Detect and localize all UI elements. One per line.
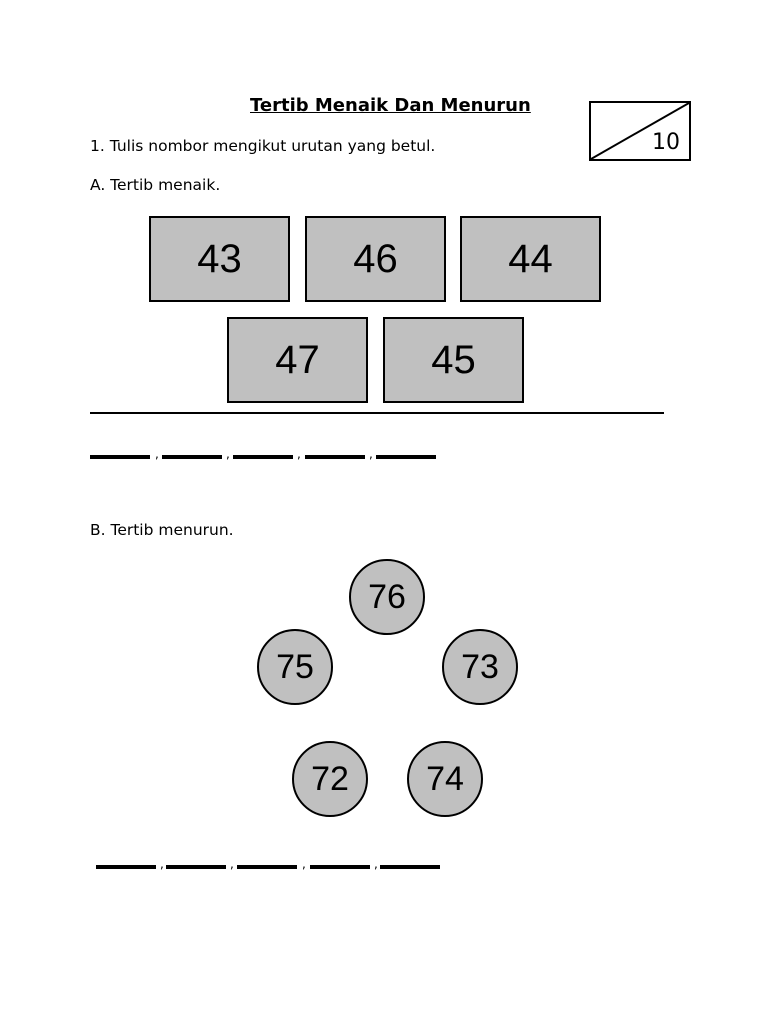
answer-separator: ,: [155, 447, 159, 461]
answer-blank[interactable]: [305, 455, 365, 459]
answer-separator: ,: [374, 857, 378, 871]
worksheet-title: Tertib Menaik Dan Menurun: [250, 95, 531, 116]
number-box: 43: [149, 216, 290, 302]
answer-blank[interactable]: [90, 455, 150, 459]
divider-line: [90, 412, 664, 414]
answer-separator: ,: [297, 447, 301, 461]
instruction-text: 1. Tulis nombor mengikut urutan yang betul.: [90, 137, 436, 155]
section-b-label: B. Tertib menurun.: [90, 521, 234, 539]
section-a-label: A. Tertib menaik.: [90, 176, 221, 194]
answer-separator: ,: [369, 447, 373, 461]
answer-separator: ,: [230, 857, 234, 871]
number-circle: 75: [257, 629, 333, 705]
number-circle: 72: [292, 741, 368, 817]
number-box: 47: [227, 317, 368, 403]
answer-separator: ,: [160, 857, 164, 871]
answer-separator: ,: [302, 857, 306, 871]
answer-blank[interactable]: [380, 865, 440, 869]
answer-blank[interactable]: [96, 865, 156, 869]
answer-blank[interactable]: [166, 865, 226, 869]
number-box: 44: [460, 216, 601, 302]
score-box: [589, 101, 691, 161]
number-box: 46: [305, 216, 446, 302]
number-box: 45: [383, 317, 524, 403]
answer-blank[interactable]: [310, 865, 370, 869]
answer-separator: ,: [226, 447, 230, 461]
answer-blank[interactable]: [233, 455, 293, 459]
score-total: 10: [652, 130, 680, 155]
number-circle: 76: [349, 559, 425, 635]
number-circle: 73: [442, 629, 518, 705]
number-circle: 74: [407, 741, 483, 817]
answer-blank[interactable]: [376, 455, 436, 459]
answer-blank[interactable]: [162, 455, 222, 459]
answer-blank[interactable]: [237, 865, 297, 869]
